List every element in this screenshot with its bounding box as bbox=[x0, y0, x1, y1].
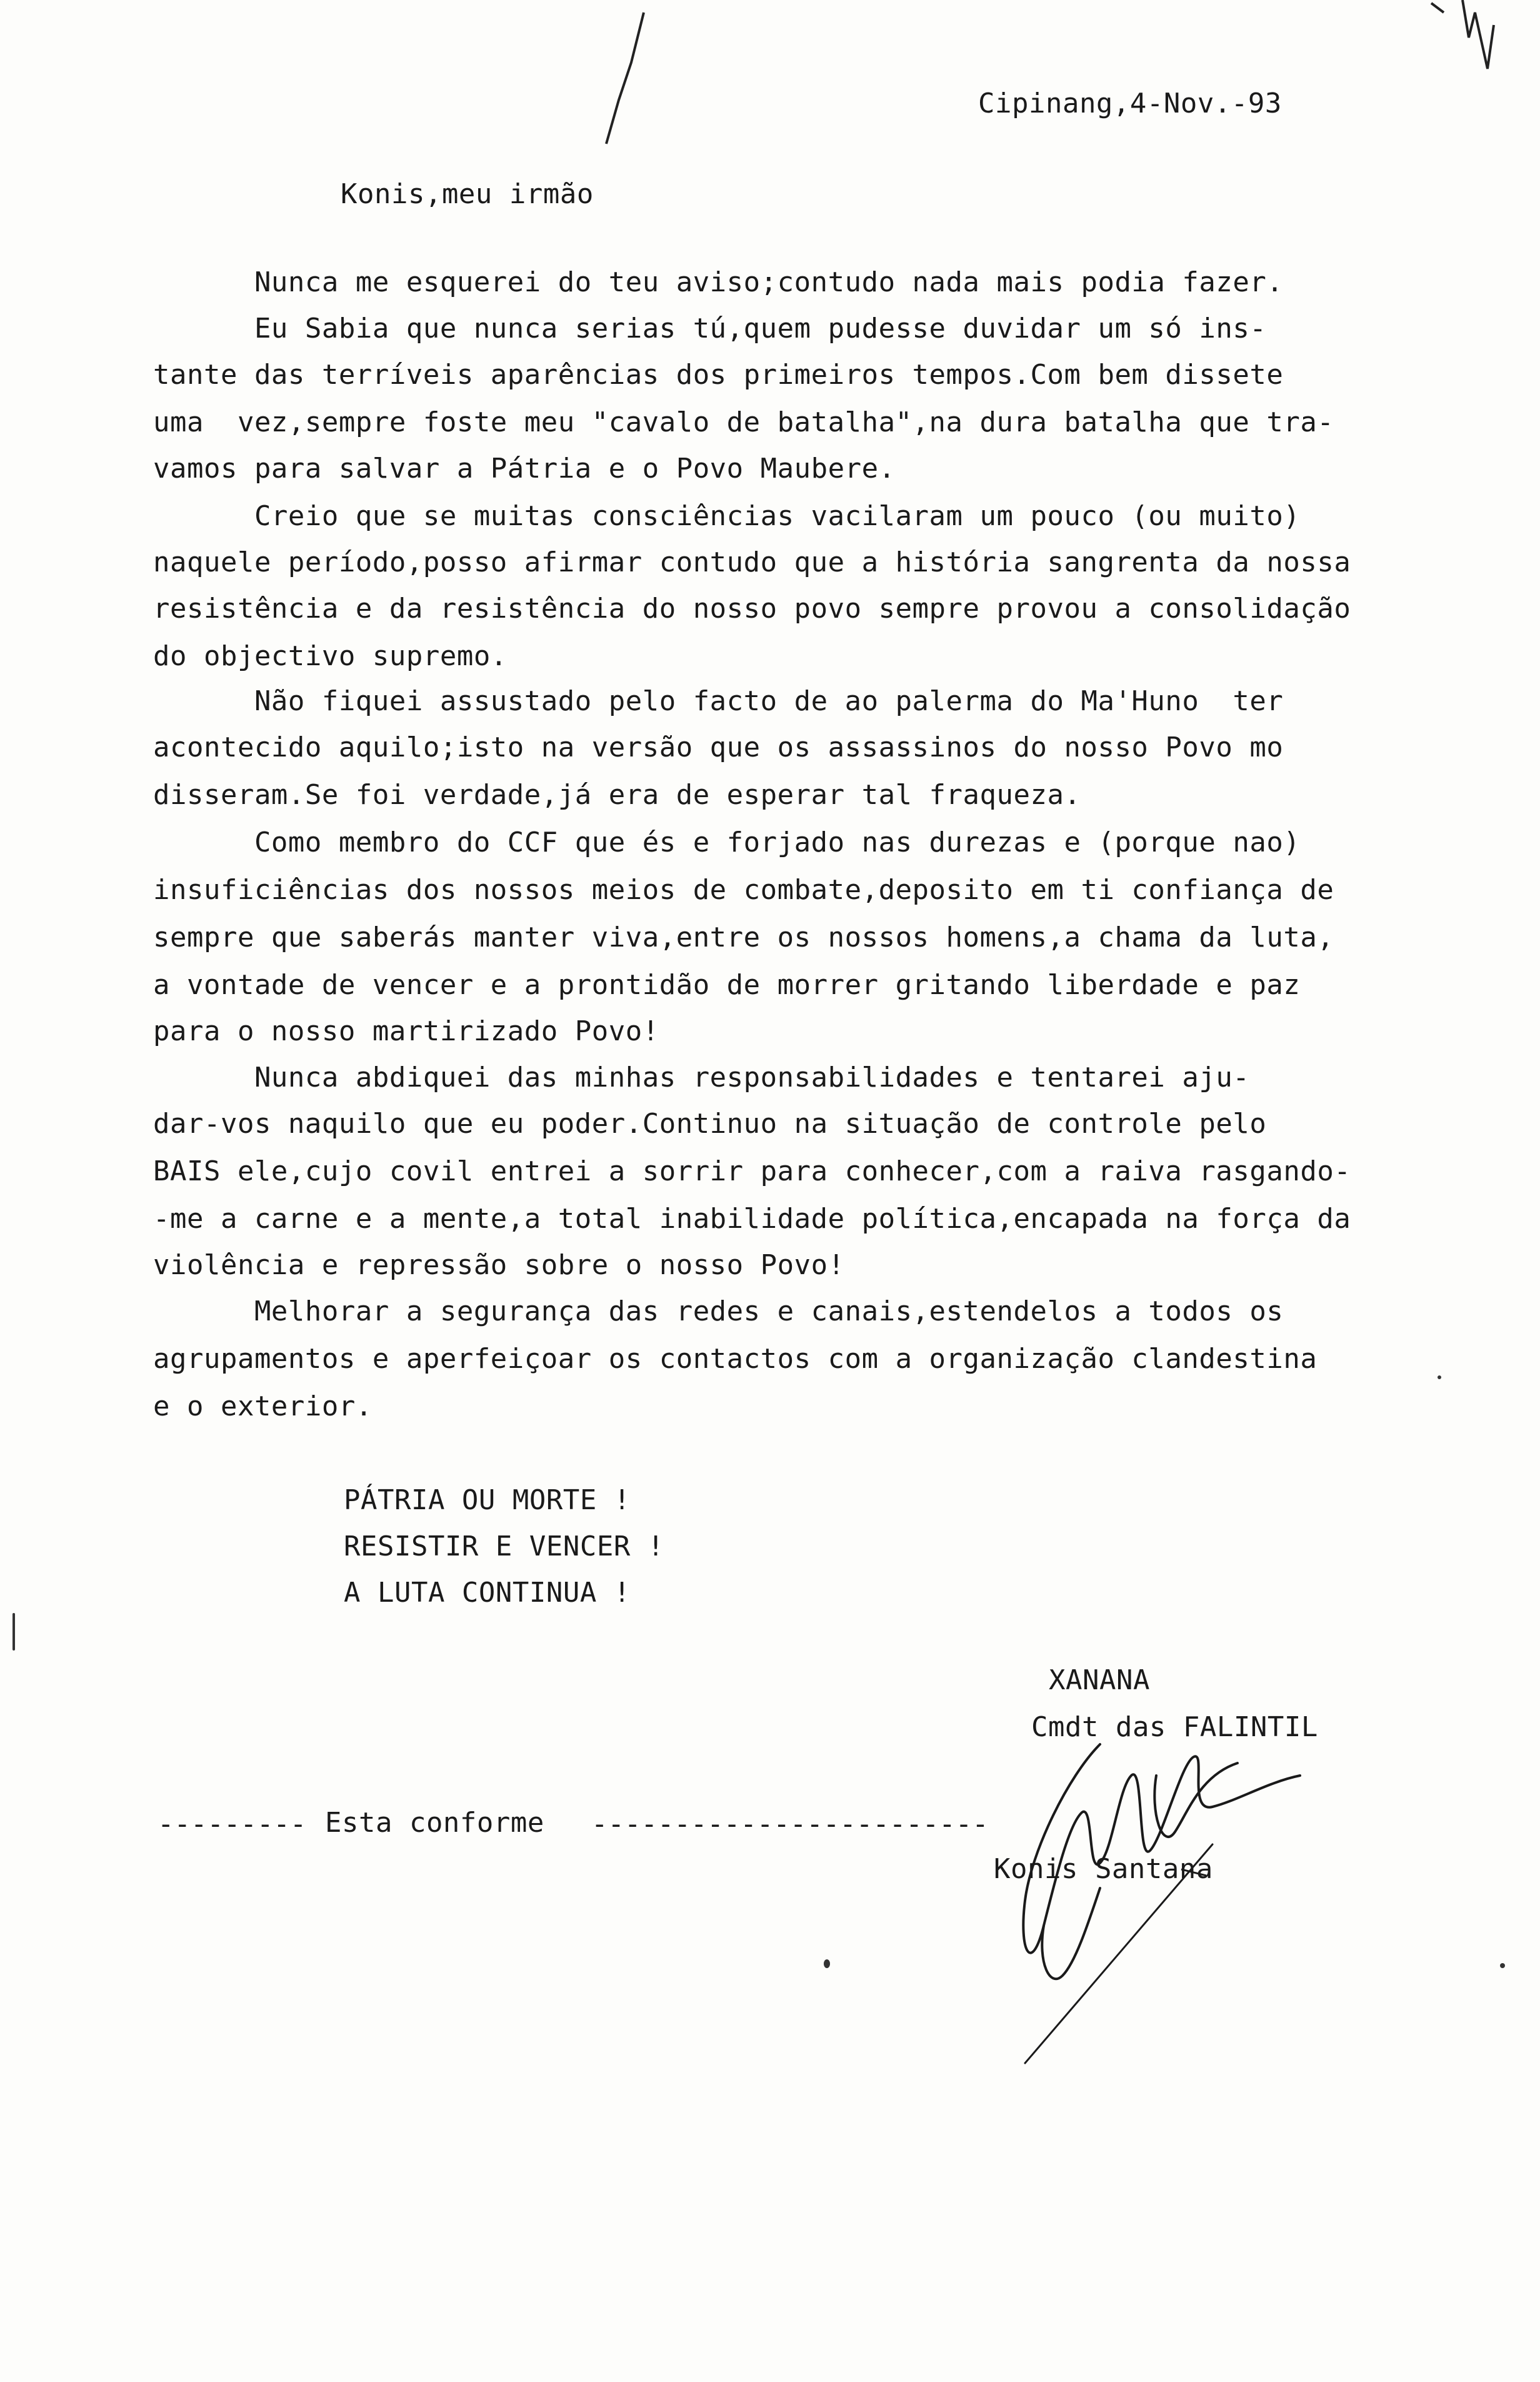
scan-speck bbox=[1500, 1963, 1505, 1968]
scan-speck bbox=[1438, 1375, 1441, 1379]
place-date: Cipinang,4-Nov.-93 bbox=[978, 88, 1282, 119]
body-line: naquele período,posso afirmar contudo que a história sangrenta da nossa bbox=[153, 546, 1351, 578]
body-line: insuficiências dos nossos meios de combate,deposito em ti confiança de bbox=[153, 874, 1334, 906]
confirmation-rule-left: --------- bbox=[158, 1808, 307, 1840]
body-line: dar-vos naquilo que eu poder.Continuo na situação de controle pelo bbox=[153, 1108, 1267, 1140]
handwritten-signature bbox=[975, 1738, 1325, 2076]
body-line: Creio que se muitas consciências vacilaram um pouco (ou muito) bbox=[153, 500, 1301, 532]
body-line: violência e repressão sobre o nosso Povo! bbox=[153, 1249, 845, 1281]
body-line: sempre que saberás manter viva,entre os nossos homens,a chama da luta, bbox=[153, 922, 1334, 953]
body-line: e o exterior. bbox=[153, 1390, 372, 1422]
slogan-line: PÁTRIA OU MORTE ! bbox=[344, 1484, 631, 1516]
body-line: Não fiquei assustado pelo facto de ao palerma do Ma'Huno ter bbox=[153, 685, 1284, 717]
signer-name: Konis Santana bbox=[994, 1853, 1213, 1885]
body-line: Como membro do CCF que és e forjado nas durezas e (porque nao) bbox=[153, 827, 1301, 858]
salutation: Konis,meu irmão bbox=[341, 178, 594, 210]
slogan-line: RESISTIR E VENCER ! bbox=[344, 1530, 664, 1562]
body-line: Melhorar a segurança das redes e canais,estendelos a todos os bbox=[153, 1295, 1284, 1327]
body-line: disseram.Se foi verdade,já era de esperar tal fraqueza. bbox=[153, 779, 1081, 811]
scan-speck bbox=[12, 1613, 15, 1651]
scan-speck bbox=[824, 1959, 830, 1968]
body-line: Eu Sabia que nunca serias tú,quem pudesse duvidar um só ins- bbox=[153, 313, 1267, 344]
slogan-line: A LUTA CONTINUA ! bbox=[344, 1577, 631, 1609]
body-line: acontecido aquilo;isto na versão que os assassinos do nosso Povo mo bbox=[153, 731, 1284, 763]
pen-stroke-mark bbox=[594, 6, 650, 150]
confirmation-label: Esta conforme bbox=[325, 1807, 544, 1839]
sender-title: Cmdt das FALINTIL bbox=[1031, 1711, 1318, 1743]
body-line: do objectivo supremo. bbox=[153, 640, 508, 672]
body-line: agrupamentos e aperfeiçoar os contactos com a organização clandestina bbox=[153, 1343, 1318, 1375]
sender-name: XANANA bbox=[1049, 1664, 1150, 1696]
confirmation-rule-right: ------------------------ bbox=[591, 1808, 989, 1840]
body-line: -me a carne e a mente,a total inabilidade política,encapada na força da bbox=[153, 1203, 1351, 1235]
body-line: Nunca me esquerei do teu aviso;contudo nada mais podia fazer. bbox=[153, 266, 1284, 298]
body-line: a vontade de vencer e a prontidão de morrer gritando liberdade e paz bbox=[153, 969, 1301, 1001]
body-line: para o nosso martirizado Povo! bbox=[153, 1015, 659, 1047]
body-line: tante das terríveis aparências dos primeiros tempos.Com bem dissete bbox=[153, 359, 1284, 391]
body-line: resistência e da resistência do nosso povo sempre provou a consolidação bbox=[153, 593, 1351, 625]
body-line: uma vez,sempre foste meu "cavalo de batalha",na dura batalha que tra- bbox=[153, 406, 1334, 438]
body-line: vamos para salvar a Pátria e o Povo Maubere. bbox=[153, 453, 896, 485]
body-line: BAIS ele,cujo covil entrei a sorrir para conhecer,com a raiva rasgando- bbox=[153, 1155, 1351, 1187]
body-line: Nunca abdiquei das minhas responsabilidades e tentarei aju- bbox=[153, 1062, 1250, 1093]
corner-ink-mark bbox=[1425, 0, 1525, 88]
